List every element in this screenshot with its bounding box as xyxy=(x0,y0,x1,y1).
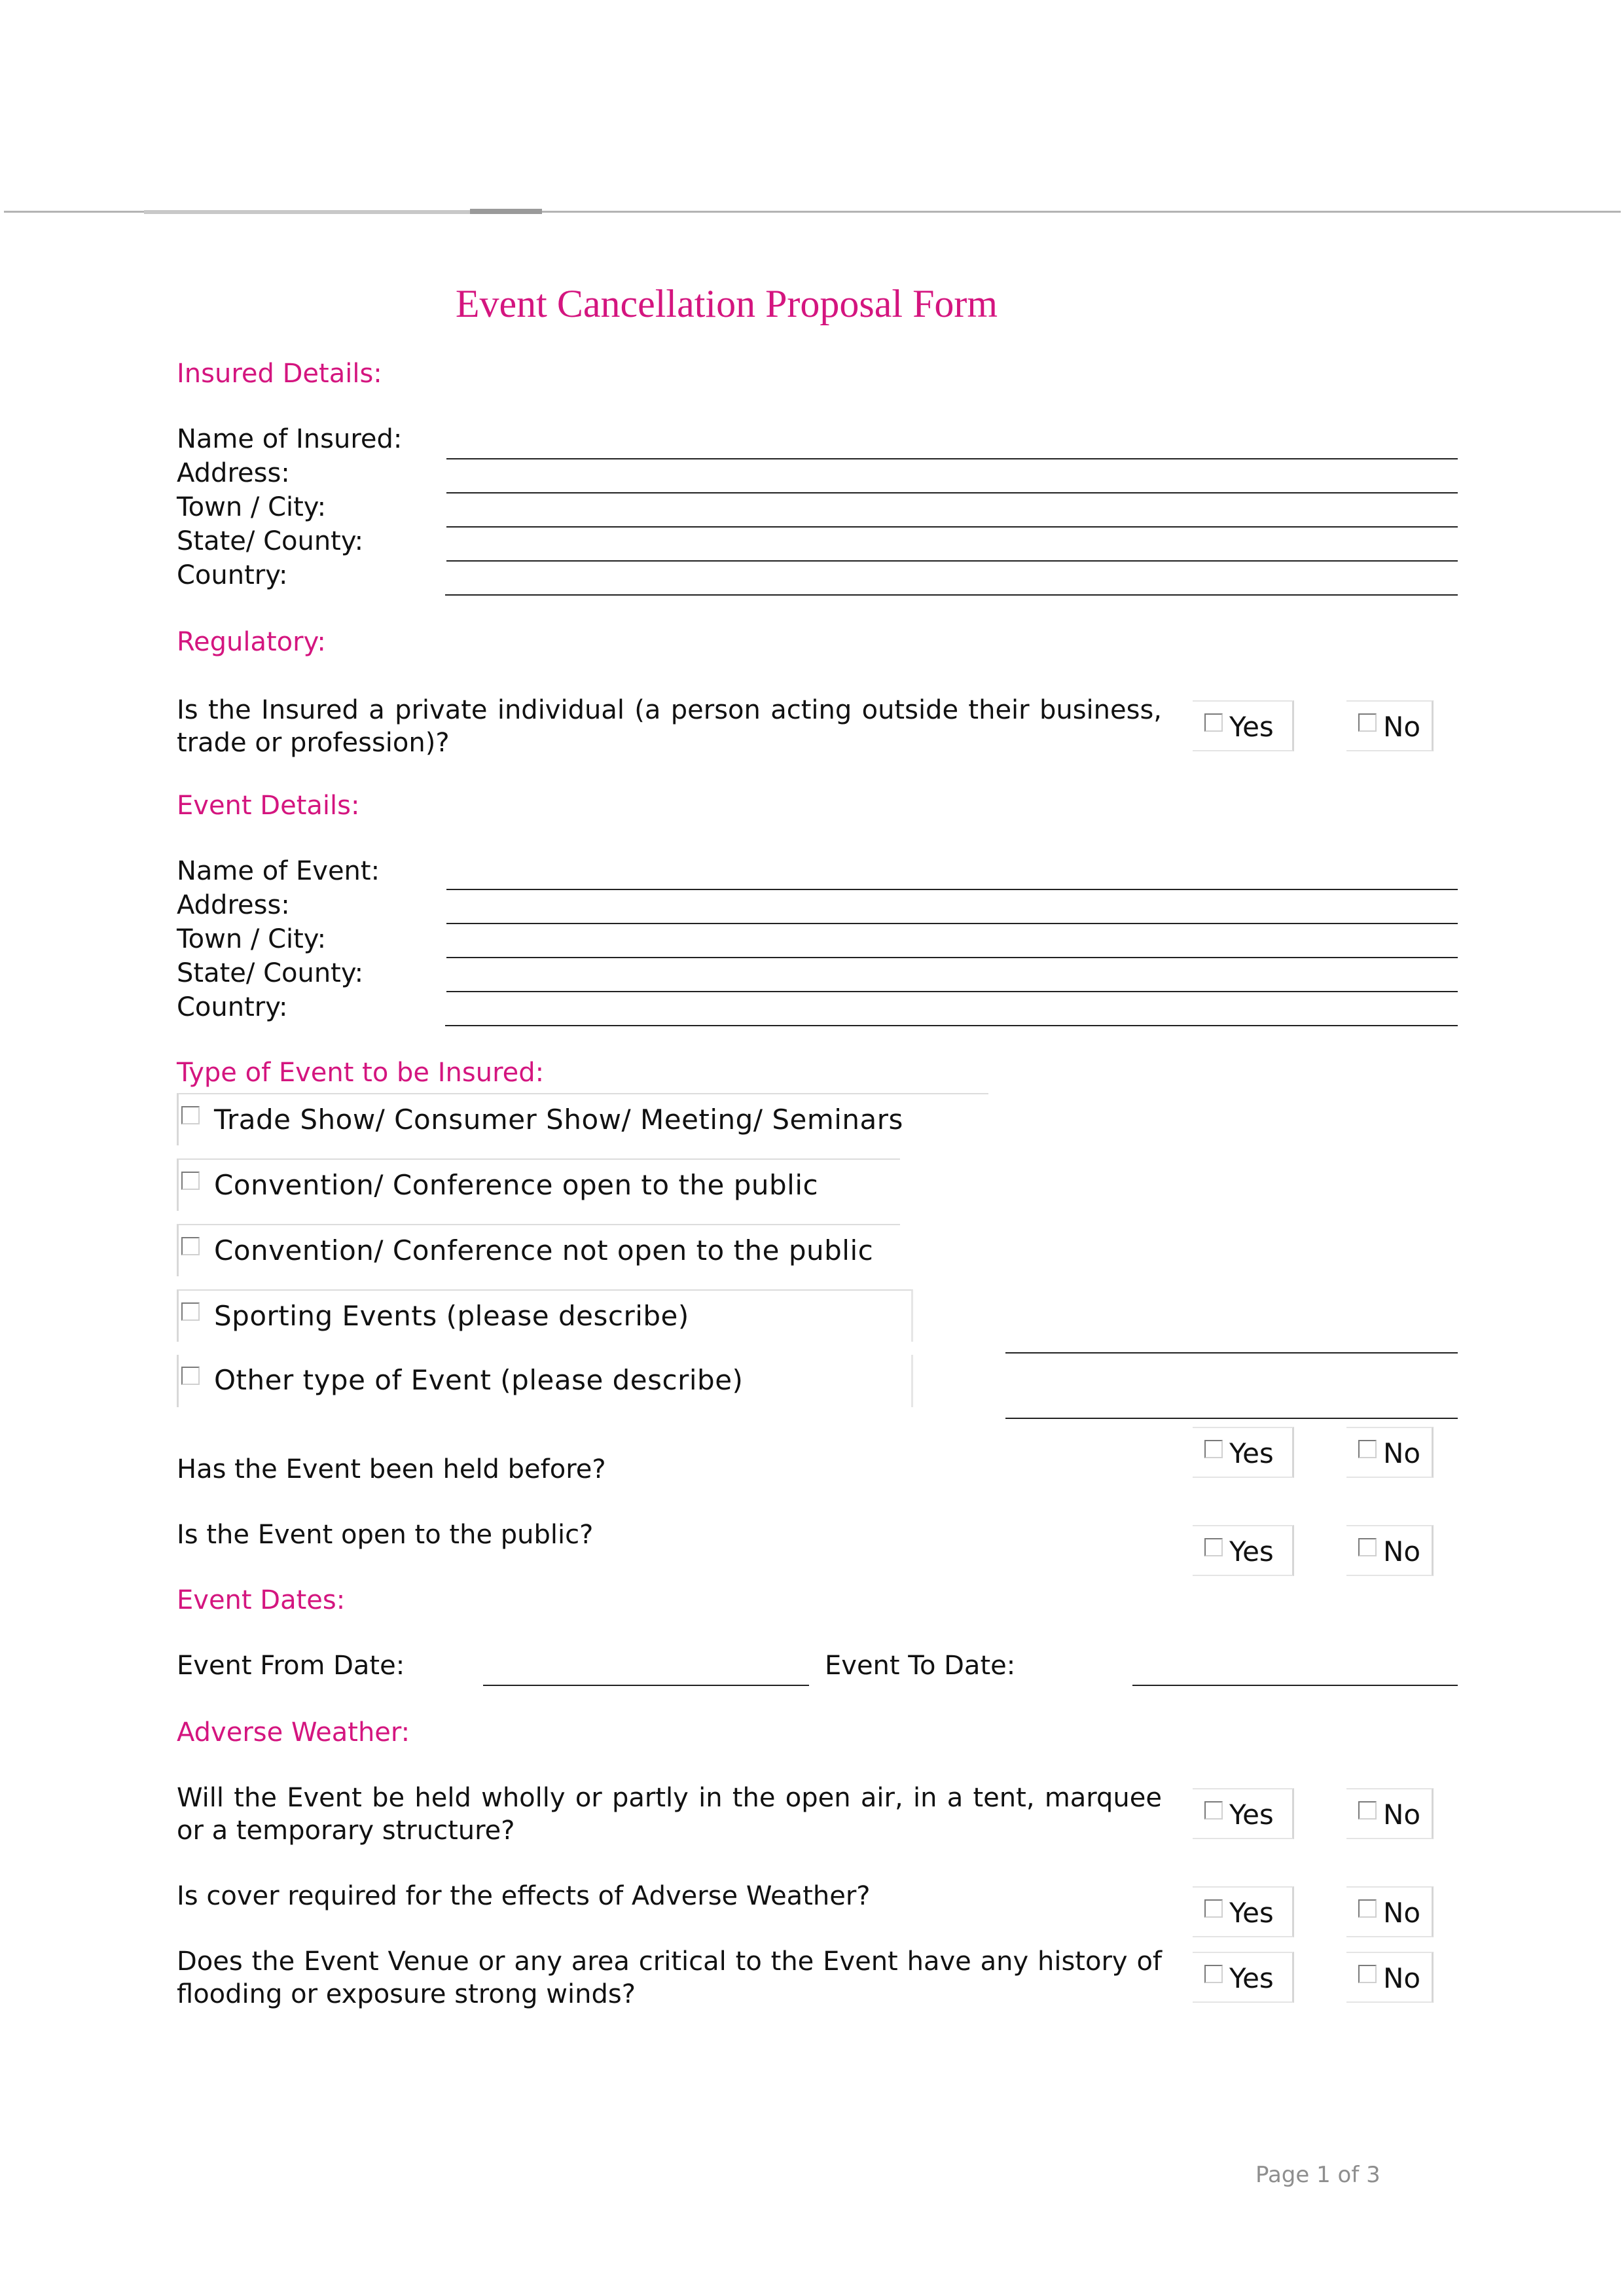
page-title: Event Cancellation Proposal Form xyxy=(455,282,998,325)
open-to-public-yes-checkbox[interactable] xyxy=(1193,1525,1294,1576)
question-held-before: Has the Event been held before? xyxy=(177,1454,606,1484)
event-to-date-input[interactable] xyxy=(1132,1685,1458,1686)
section-event-type: Type of Event to be Insured: xyxy=(177,1058,545,1088)
event-type-option-convention-open[interactable] xyxy=(177,1158,900,1211)
question-open-air: Will the Event be held wholly or partly in the open air, in a tent, marquee or a temporary structure? xyxy=(177,1783,1162,1846)
open-air-yes-checkbox[interactable] xyxy=(1193,1788,1294,1839)
checkbox-label: No xyxy=(1383,1535,1421,1568)
checkbox-icon xyxy=(1204,713,1223,732)
other-description-input[interactable] xyxy=(1005,1418,1458,1419)
checkbox-icon xyxy=(1358,1801,1377,1820)
checkbox-icon xyxy=(1358,713,1377,732)
event-state-county-input[interactable] xyxy=(446,991,1458,992)
option-label: Convention/ Conference not open to the public xyxy=(214,1234,874,1266)
section-regulatory: Regulatory: xyxy=(177,627,326,657)
checkbox-label: Yes xyxy=(1229,711,1274,743)
checkbox-icon xyxy=(181,1367,200,1385)
field-label-event-from-date: Event From Date: xyxy=(177,1651,405,1681)
flooding-history-no-checkbox[interactable] xyxy=(1346,1952,1434,2003)
checkbox-icon xyxy=(1358,1965,1377,1983)
flooding-history-yes-checkbox[interactable] xyxy=(1193,1952,1294,2003)
question-flooding-history: Does the Event Venue or any area critical to the Event have any history of flooding or exposure strong winds? xyxy=(177,1946,1162,2009)
checkbox-icon xyxy=(1204,1440,1223,1458)
header-rule-accent xyxy=(470,209,542,214)
insured-country-input[interactable] xyxy=(445,594,1458,596)
weather-cover-no-checkbox[interactable] xyxy=(1346,1886,1434,1937)
private-individual-no-checkbox[interactable] xyxy=(1346,700,1434,751)
event-type-option-trade-show[interactable] xyxy=(177,1093,988,1145)
checkbox-label: No xyxy=(1383,1962,1421,1994)
event-type-option-other[interactable] xyxy=(177,1355,913,1407)
field-label-name-of-event: Name of Event: xyxy=(177,856,380,886)
checkbox-icon xyxy=(181,1172,200,1190)
checkbox-icon xyxy=(181,1302,200,1321)
field-label-state-county: State/ County: xyxy=(177,958,364,988)
question-private-individual: Is the Insured a private individual (a person acting outside their business, trade or profession)? xyxy=(177,695,1162,758)
insured-state-county-input[interactable] xyxy=(446,560,1458,562)
checkbox-icon xyxy=(1204,1801,1223,1820)
checkbox-icon xyxy=(1204,1538,1223,1556)
field-label-country: Country: xyxy=(177,992,288,1022)
option-label: Sporting Events (please describe) xyxy=(214,1300,689,1332)
checkbox-icon xyxy=(1358,1538,1377,1556)
field-label-event-to-date: Event To Date: xyxy=(825,1651,1016,1681)
event-type-option-convention-not-open[interactable] xyxy=(177,1224,900,1276)
checkbox-label: Yes xyxy=(1229,1897,1274,1929)
event-from-date-input[interactable] xyxy=(483,1685,809,1686)
question-open-to-public: Is the Event open to the public? xyxy=(177,1520,594,1550)
name-of-insured-input[interactable] xyxy=(446,458,1458,459)
held-before-yes-checkbox[interactable] xyxy=(1193,1427,1294,1478)
held-before-no-checkbox[interactable] xyxy=(1346,1427,1434,1478)
weather-cover-yes-checkbox[interactable] xyxy=(1193,1886,1294,1937)
section-event-dates: Event Dates: xyxy=(177,1585,346,1615)
field-label-town-city: Town / City: xyxy=(177,492,327,522)
checkbox-label: No xyxy=(1383,1437,1421,1469)
field-label-address: Address: xyxy=(177,890,290,920)
insured-address-input[interactable] xyxy=(446,492,1458,493)
checkbox-icon xyxy=(1204,1965,1223,1983)
event-town-city-input[interactable] xyxy=(446,957,1458,958)
option-label: Trade Show/ Consumer Show/ Meeting/ Seminars xyxy=(214,1103,903,1136)
section-adverse-weather: Adverse Weather: xyxy=(177,1717,410,1748)
event-address-input[interactable] xyxy=(446,923,1458,924)
field-label-name-of-insured: Name of Insured: xyxy=(177,424,403,454)
field-label-country: Country: xyxy=(177,560,288,590)
open-air-no-checkbox[interactable] xyxy=(1346,1788,1434,1839)
private-individual-yes-checkbox[interactable] xyxy=(1193,700,1294,751)
checkbox-label: Yes xyxy=(1229,1799,1274,1831)
checkbox-icon xyxy=(1204,1899,1223,1918)
open-to-public-no-checkbox[interactable] xyxy=(1346,1525,1434,1576)
checkbox-label: No xyxy=(1383,711,1421,743)
option-label: Convention/ Conference open to the public xyxy=(214,1169,819,1201)
checkbox-label: No xyxy=(1383,1897,1421,1929)
section-insured-details: Insured Details: xyxy=(177,359,382,389)
checkbox-icon xyxy=(1358,1899,1377,1918)
field-label-address: Address: xyxy=(177,458,290,488)
sporting-description-input[interactable] xyxy=(1005,1352,1458,1354)
field-label-state-county: State/ County: xyxy=(177,526,364,556)
checkbox-icon xyxy=(181,1106,200,1124)
checkbox-icon xyxy=(181,1237,200,1255)
checkbox-label: No xyxy=(1383,1799,1421,1831)
page-number: Page 1 of 3 xyxy=(1255,2162,1380,2188)
insured-town-city-input[interactable] xyxy=(446,526,1458,528)
option-label: Other type of Event (please describe) xyxy=(214,1364,744,1396)
checkbox-label: Yes xyxy=(1229,1437,1274,1469)
event-country-input[interactable] xyxy=(445,1025,1458,1026)
checkbox-label: Yes xyxy=(1229,1535,1274,1568)
section-event-details: Event Details: xyxy=(177,791,360,821)
field-label-town-city: Town / City: xyxy=(177,924,327,954)
name-of-event-input[interactable] xyxy=(446,889,1458,890)
checkbox-icon xyxy=(1358,1440,1377,1458)
event-type-option-sporting[interactable] xyxy=(177,1289,913,1342)
question-weather-cover: Is cover required for the effects of Adverse Weather? xyxy=(177,1881,871,1911)
checkbox-label: Yes xyxy=(1229,1962,1274,1994)
